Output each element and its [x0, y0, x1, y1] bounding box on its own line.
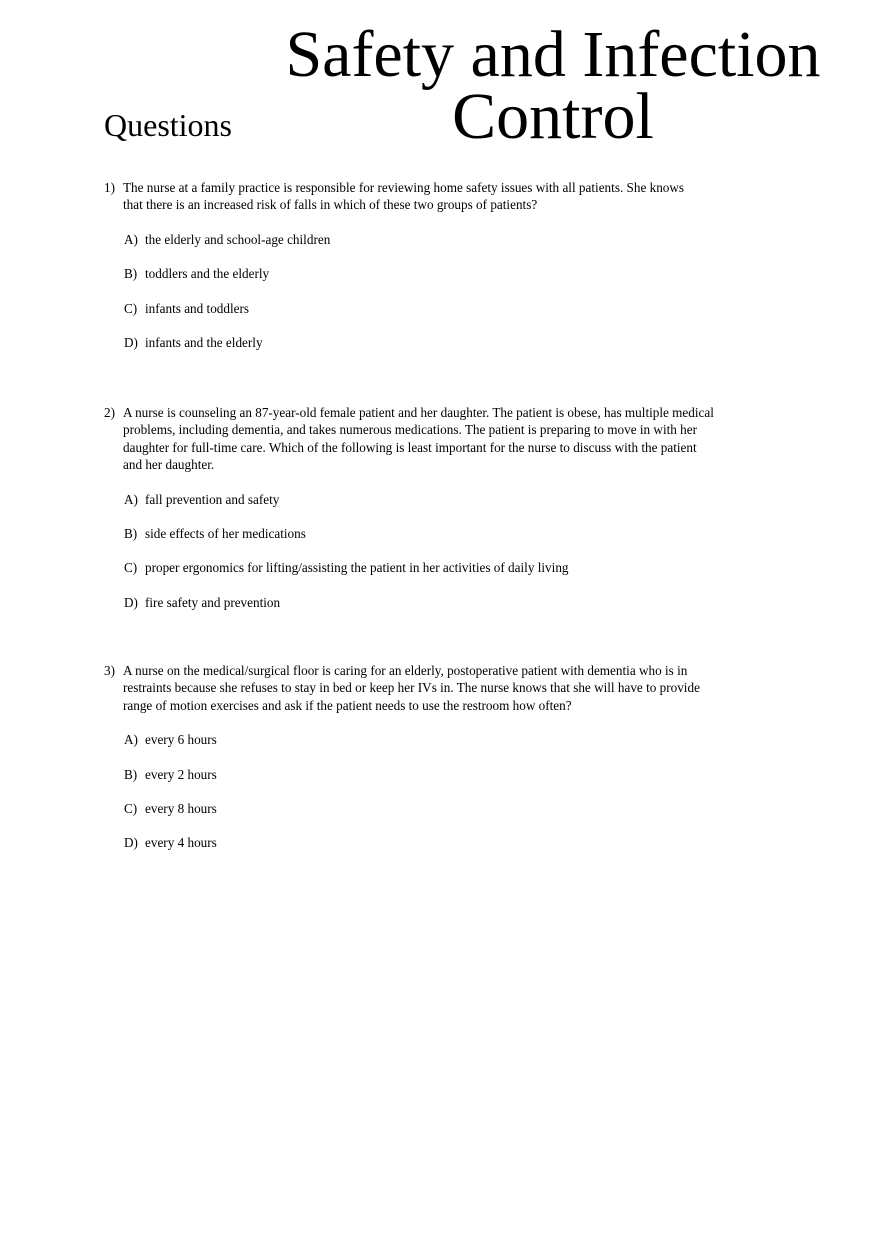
- choice-letter: A): [124, 732, 138, 748]
- question-text: The nurse at a family practice is responsible for reviewing home safety issues with all patients. She knows that there is an increased risk of falls in which of these two groups of patients?: [123, 180, 685, 213]
- question-number: 1): [104, 180, 115, 195]
- choice-letter: D): [124, 334, 138, 350]
- choice-letter: D): [124, 594, 138, 610]
- choice-letter: B): [124, 766, 138, 782]
- answer-choice[interactable]: [124, 231, 704, 248]
- answer-choice[interactable]: [124, 731, 704, 748]
- choice-letter: A): [124, 231, 138, 247]
- answer-choice[interactable]: [124, 766, 704, 783]
- question-text: A nurse on the medical/surgical floor is caring for an elderly, postoperative patient with dementia who is in restraints because she refuses to stay in bed or keep her IVs in. The nurse knows that she will have to provide range of motion exercises and ask if the patient needs to use the restroom how often?: [123, 663, 700, 713]
- answer-choice[interactable]: [124, 834, 704, 851]
- choice-text: proper ergonomics for lifting/assisting the patient in her activities of daily living: [145, 560, 569, 576]
- question-1: [104, 179, 704, 351]
- choice-text: infants and toddlers: [145, 300, 250, 316]
- question-number: 2): [104, 405, 115, 420]
- question-3: [104, 662, 704, 852]
- question-2: [104, 404, 716, 611]
- choice-letter: C): [124, 801, 138, 816]
- answer-choice[interactable]: [124, 525, 716, 542]
- choice-text: fire safety and prevention: [145, 594, 281, 610]
- choice-text: toddlers and the elderly: [145, 266, 270, 282]
- choice-letter: B): [124, 526, 138, 542]
- section-label: Questions: [104, 107, 232, 143]
- choice-letter: C): [124, 560, 138, 576]
- question-number: 3): [104, 663, 115, 678]
- answer-choice[interactable]: [124, 491, 716, 508]
- choice-text: the elderly and school-age children: [145, 231, 331, 247]
- answer-choice[interactable]: [124, 265, 704, 282]
- choice-letter: B): [124, 266, 138, 282]
- choice-text: every 4 hours: [145, 835, 217, 851]
- answer-choice[interactable]: [124, 300, 704, 317]
- choice-text: side effects of her medications: [145, 526, 306, 542]
- choice-letter: C): [124, 300, 138, 316]
- answer-choice[interactable]: [124, 334, 704, 351]
- answer-choice[interactable]: [124, 559, 716, 576]
- choice-text: infants and the elderly: [145, 334, 263, 350]
- choice-text: every 8 hours: [145, 801, 217, 816]
- document-title: Safety and Infection Control: [285, 18, 821, 153]
- choice-letter: A): [124, 491, 138, 507]
- choice-text: fall prevention and safety: [145, 491, 280, 507]
- choice-text: every 6 hours: [145, 732, 217, 748]
- question-text: A nurse is counseling an 87-year-old female patient and her daughter. The patient is obese, has multiple medical problems, including dementia, and takes numerous medications. The patient is preparing to move in with her daughter for full-time care. Which of the following is least important for the nurse to discuss with the patient and her daughter.: [123, 405, 714, 473]
- answer-choice[interactable]: [124, 594, 716, 611]
- choice-text: every 2 hours: [145, 766, 217, 782]
- choice-letter: D): [124, 835, 138, 851]
- answer-choice[interactable]: [124, 800, 704, 817]
